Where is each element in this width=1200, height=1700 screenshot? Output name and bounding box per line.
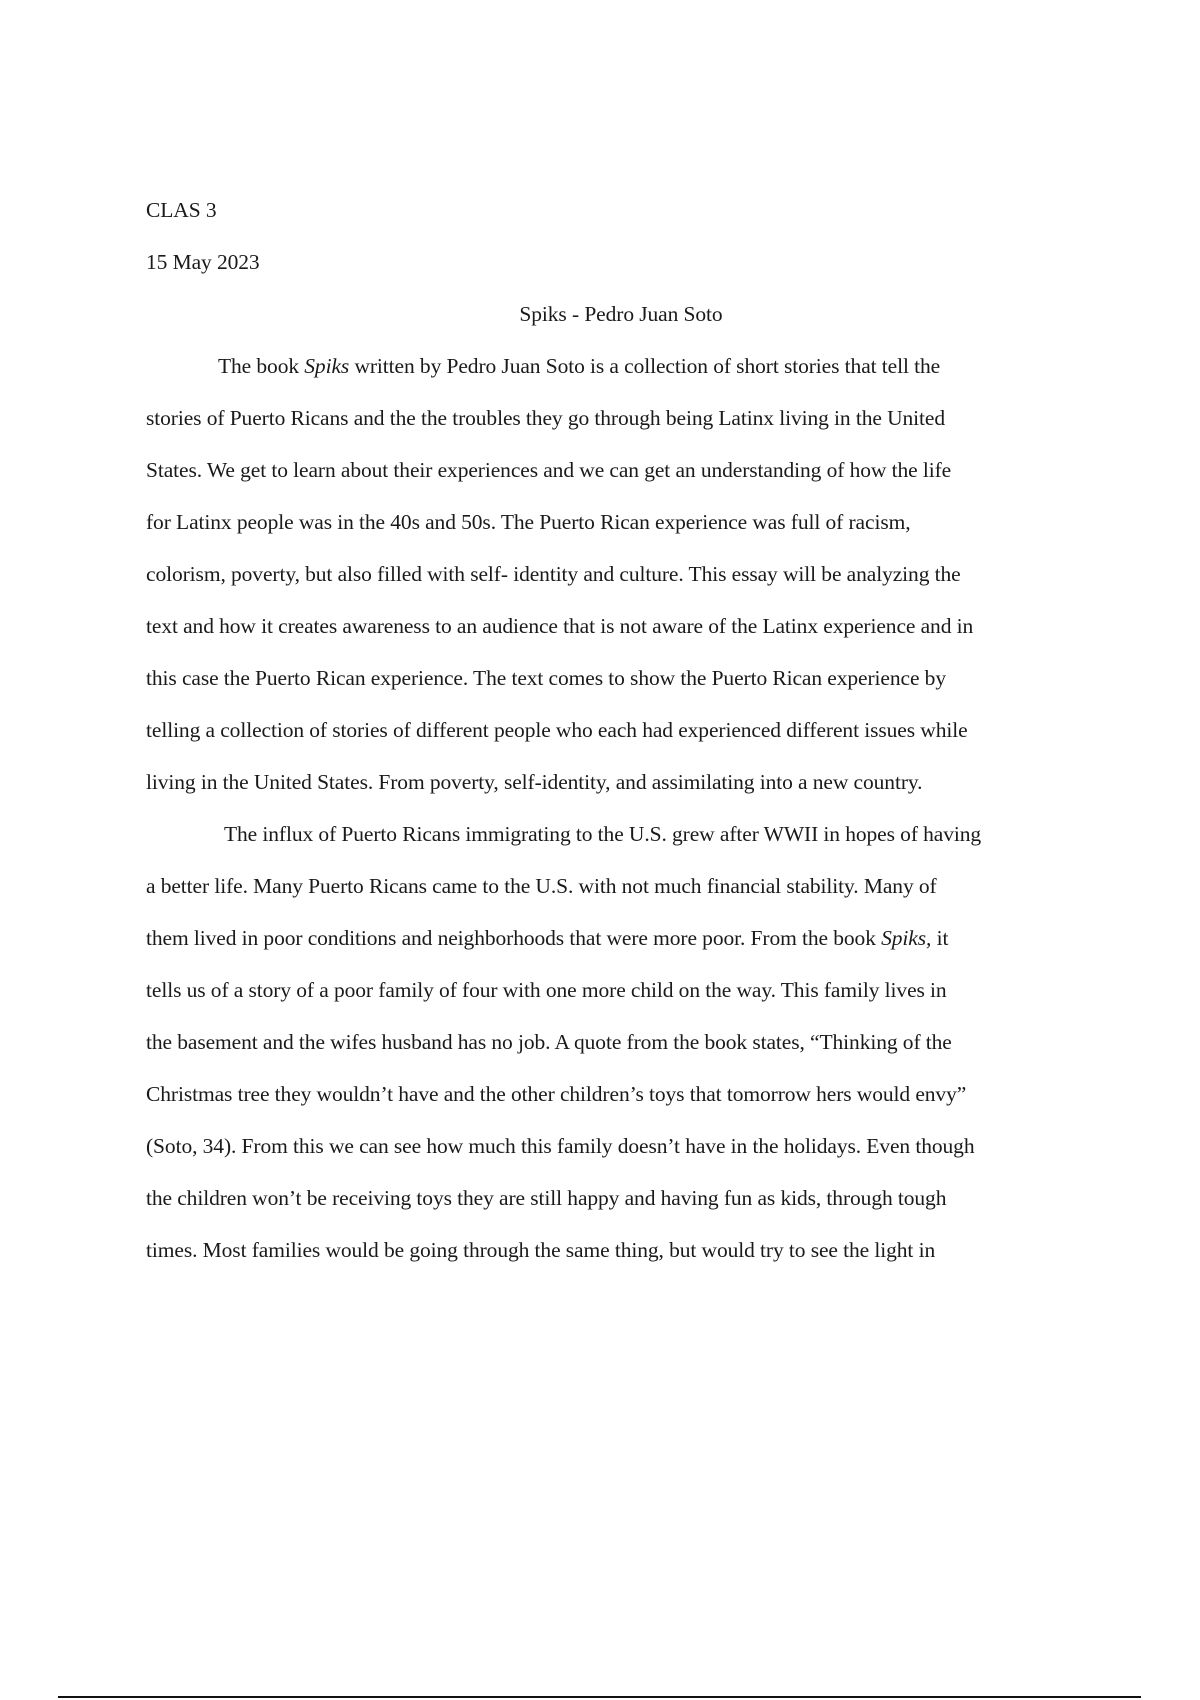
paragraph-2-line-3-text-c: it xyxy=(931,926,949,950)
paragraph-1-line-5: colorism, poverty, but also filled with self- identity and culture. This essay will be analyzing the xyxy=(146,562,961,586)
paragraph-2-line-1: The influx of Puerto Ricans immigrating to the U.S. grew after WWII in hopes of having xyxy=(224,822,982,846)
date-label: 15 May 2023 xyxy=(146,250,260,274)
paragraph-1-line-1 xyxy=(218,352,940,380)
paragraph-1-line-2: stories of Puerto Ricans and the the troubles they go through being Latinx living in the United xyxy=(146,406,945,430)
paragraph-1-line-8: telling a collection of stories of different people who each had experienced different issues while xyxy=(146,718,968,742)
essay-title: Spiks - Pedro Juan Soto xyxy=(519,302,723,326)
paragraph-1-line-9: living in the United States. From poverty, self-identity, and assimilating into a new country. xyxy=(146,770,923,794)
paragraph-2-line-3-text-a: them lived in poor conditions and neighborhoods that were more poor. From the book xyxy=(146,926,882,950)
paragraph-2-line-8: the children won’t be receiving toys they are still happy and having fun as kids, through tough xyxy=(146,1186,947,1210)
paragraph-1-line-4: for Latinx people was in the 40s and 50s. The Puerto Rican experience was full of racism, xyxy=(146,510,911,534)
paragraph-2-line-3 xyxy=(146,924,948,952)
paragraph-1-line-7: this case the Puerto Rican experience. The text comes to show the Puerto Rican experience by xyxy=(146,666,946,690)
paragraph-2-line-9: times. Most families would be going through the same thing, but would try to see the light in xyxy=(146,1238,936,1262)
course-label: CLAS 3 xyxy=(146,198,217,222)
paragraph-1-line-6: text and how it creates awareness to an audience that is not aware of the Latinx experience and in xyxy=(146,614,974,638)
paragraph-2-line-2: a better life. Many Puerto Ricans came to the U.S. with not much financial stability. Many of xyxy=(146,874,937,898)
book-title-italic-2: Spiks, xyxy=(881,926,932,950)
paragraph-1-line-1-text-a: The book xyxy=(218,354,305,378)
paragraph-2-line-5: the basement and the wifes husband has no job. A quote from the book states, “Thinking of the xyxy=(146,1030,952,1054)
paragraph-1-line-3: States. We get to learn about their experiences and we can get an understanding of how the life xyxy=(146,458,952,482)
paragraph-2-line-4: tells us of a story of a poor family of four with one more child on the way. This family lives in xyxy=(146,978,947,1002)
page-bottom-rule xyxy=(58,1696,1141,1698)
book-title-italic: Spiks xyxy=(304,354,350,378)
paragraph-2-line-7: (Soto, 34). From this we can see how much this family doesn’t have in the holidays. Even though xyxy=(146,1134,975,1158)
paragraph-1-line-1-text-c: written by Pedro Juan Soto is a collection of short stories that tell the xyxy=(349,354,941,378)
paragraph-2-line-6: Christmas tree they wouldn’t have and the other children’s toys that tomorrow hers would envy” xyxy=(146,1082,967,1106)
